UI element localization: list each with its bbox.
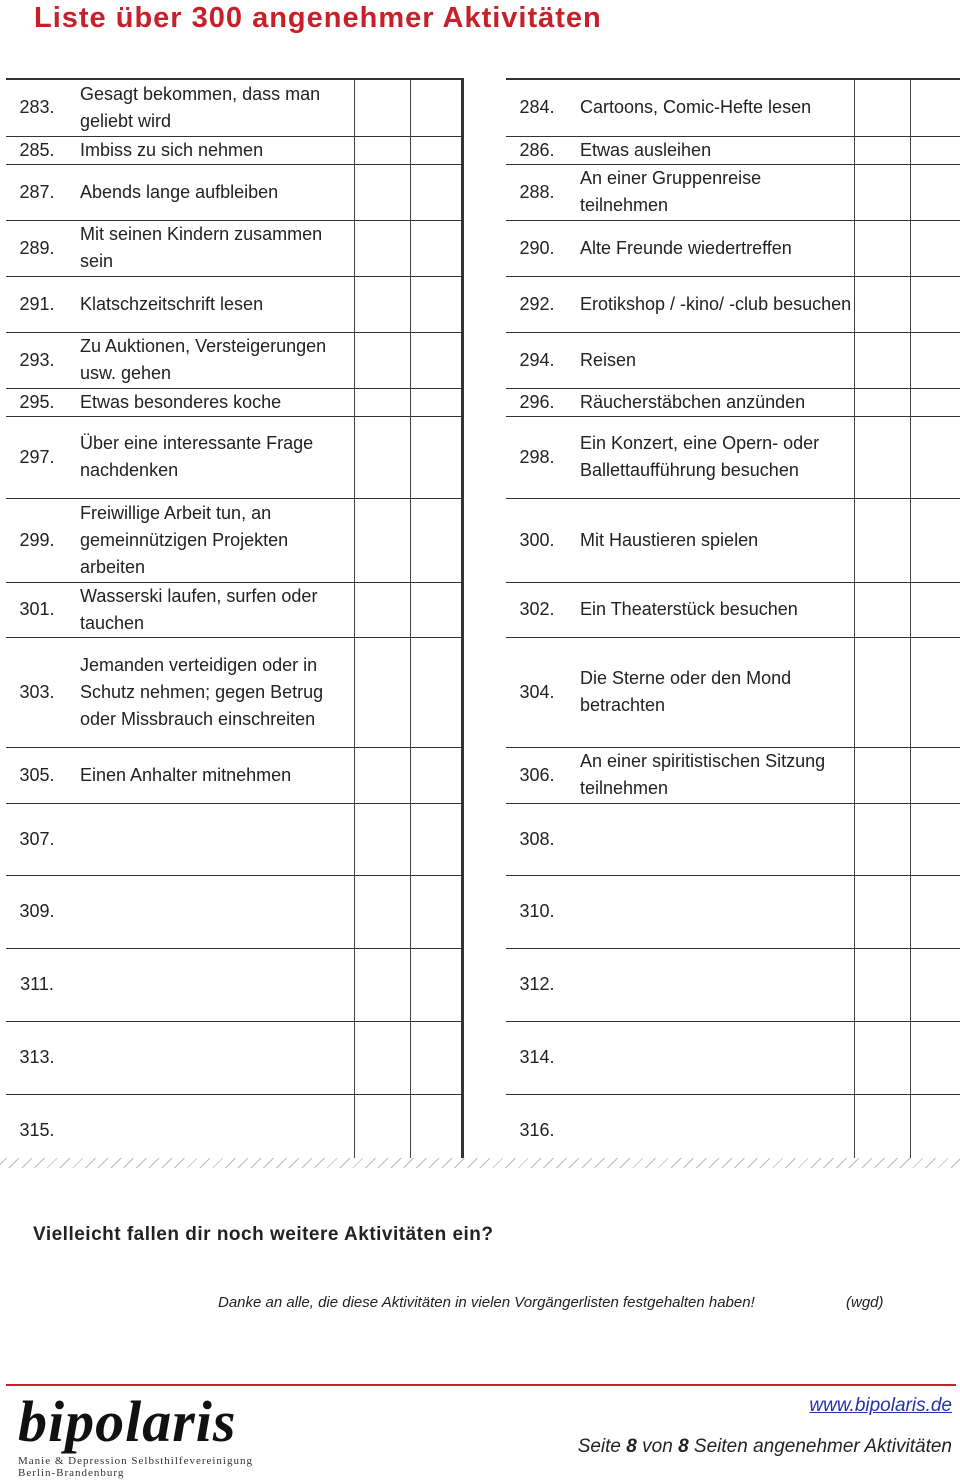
rating-cell-1[interactable] <box>855 582 911 637</box>
activity-number: 286. <box>506 136 568 164</box>
page-prefix: Seite <box>577 1436 621 1457</box>
activity-text: Ein Theaterstück besuchen <box>568 582 855 637</box>
rating-cell-2[interactable] <box>411 332 463 388</box>
rating-cell-2[interactable] <box>411 276 463 332</box>
rating-cell-1[interactable] <box>855 276 911 332</box>
activity-text <box>68 1021 355 1094</box>
activity-text: Alte Freunde wiedertreffen <box>568 220 855 276</box>
rating-cell-2[interactable] <box>911 747 960 803</box>
activity-number: 300. <box>506 498 568 582</box>
activity-text: Ein Konzert, eine Opern- oder Ballettaufführung besuchen <box>568 416 855 498</box>
rating-cell-1[interactable] <box>355 416 411 498</box>
activity-row <box>506 1021 960 1094</box>
activity-text: Über eine interessante Frage nachdenken <box>68 416 355 498</box>
activity-row <box>506 582 960 637</box>
activity-number: 290. <box>506 220 568 276</box>
torn-edge-divider <box>0 1158 960 1168</box>
activity-row <box>506 220 960 276</box>
activity-row <box>6 164 463 220</box>
page-suffix: Seiten angenehmer Aktivitäten <box>693 1436 952 1457</box>
rating-cell-1[interactable] <box>355 1021 411 1094</box>
rating-cell-2[interactable] <box>911 416 960 498</box>
rating-cell-2[interactable] <box>911 637 960 747</box>
rating-cell-2[interactable] <box>911 948 960 1021</box>
activity-text: An einer spiritistischen Sitzung teilnehmen <box>568 747 855 803</box>
rating-cell-1[interactable] <box>355 388 411 416</box>
rating-cell-1[interactable] <box>355 164 411 220</box>
activity-row <box>506 136 960 164</box>
activity-number: 296. <box>506 388 568 416</box>
activity-text: Etwas besonderes koche <box>68 388 355 416</box>
rating-cell-2[interactable] <box>911 332 960 388</box>
activity-text: Räucherstäbchen anzünden <box>568 388 855 416</box>
activity-number: 287. <box>6 164 68 220</box>
activity-text <box>568 1021 855 1094</box>
activity-number: 304. <box>506 637 568 747</box>
rating-cell-2[interactable] <box>411 948 463 1021</box>
rating-cell-2[interactable] <box>911 875 960 948</box>
rating-cell-1[interactable] <box>355 582 411 637</box>
rating-cell-1[interactable] <box>855 875 911 948</box>
activity-number: 298. <box>506 416 568 498</box>
activity-row <box>506 803 960 875</box>
activity-text: Reisen <box>568 332 855 388</box>
activity-table-left-grid <box>6 78 464 1167</box>
activity-number: 299. <box>6 498 68 582</box>
activity-number: 301. <box>6 582 68 637</box>
rating-cell-2[interactable] <box>911 1021 960 1094</box>
activity-row <box>506 747 960 803</box>
rating-cell-1[interactable] <box>355 948 411 1021</box>
rating-cell-2[interactable] <box>411 803 463 875</box>
activity-row <box>506 875 960 948</box>
rating-cell-2[interactable] <box>911 136 960 164</box>
activity-text: Einen Anhalter mitnehmen <box>68 747 355 803</box>
rating-cell-1[interactable] <box>355 332 411 388</box>
activity-row <box>6 220 463 276</box>
activity-row <box>506 416 960 498</box>
rating-cell-2[interactable] <box>411 388 463 416</box>
bipolaris-logo: bipolaris <box>18 1389 237 1454</box>
rating-cell-2[interactable] <box>911 388 960 416</box>
rating-cell-2[interactable] <box>411 637 463 747</box>
activity-text <box>68 803 355 875</box>
rating-cell-1[interactable] <box>355 79 411 136</box>
activity-number: 283. <box>6 79 68 136</box>
activity-row <box>6 948 463 1021</box>
activity-number: 292. <box>506 276 568 332</box>
rating-cell-1[interactable] <box>355 276 411 332</box>
activity-number: 314. <box>506 1021 568 1094</box>
activity-row <box>506 79 960 136</box>
activity-row <box>6 875 463 948</box>
footer-divider <box>6 1384 956 1386</box>
activity-number: 312. <box>506 948 568 1021</box>
activity-number: 293. <box>6 332 68 388</box>
activity-number: 313. <box>6 1021 68 1094</box>
activity-text <box>68 1094 355 1167</box>
rating-cell-2[interactable] <box>911 79 960 136</box>
rating-cell-2[interactable] <box>411 1021 463 1094</box>
activity-row <box>506 164 960 220</box>
activity-number: 303. <box>6 637 68 747</box>
activity-row <box>506 948 960 1021</box>
activity-number: 294. <box>506 332 568 388</box>
activity-text: Die Sterne oder den Mond betrachten <box>568 637 855 747</box>
rating-cell-2[interactable] <box>411 164 463 220</box>
activity-text <box>68 948 355 1021</box>
rating-cell-1[interactable] <box>855 803 911 875</box>
activity-row <box>6 498 463 582</box>
activity-text: Jemanden verteidigen oder in Schutz nehmen; gegen Betrug oder Missbrauch einschreiten <box>68 637 355 747</box>
activity-row <box>6 416 463 498</box>
activity-number: 306. <box>506 747 568 803</box>
rating-cell-2[interactable] <box>411 416 463 498</box>
rating-cell-2[interactable] <box>911 220 960 276</box>
page-current: 8 <box>626 1436 637 1457</box>
rating-cell-2[interactable] <box>911 498 960 582</box>
activity-text: Imbiss zu sich nehmen <box>68 136 355 164</box>
activity-text: Etwas ausleihen <box>568 136 855 164</box>
rating-cell-2[interactable] <box>411 582 463 637</box>
activity-number: 284. <box>506 79 568 136</box>
rating-cell-1[interactable] <box>355 747 411 803</box>
page-total: 8 <box>678 1436 689 1457</box>
rating-cell-2[interactable] <box>911 582 960 637</box>
activity-text <box>568 803 855 875</box>
activity-row <box>6 276 463 332</box>
closing-question: Vielleicht fallen dir noch weitere Aktivitäten ein? <box>33 1224 494 1245</box>
rating-cell-1[interactable] <box>855 332 911 388</box>
activity-number: 291. <box>6 276 68 332</box>
rating-cell-2[interactable] <box>411 1094 463 1167</box>
rating-cell-1[interactable] <box>855 1094 911 1167</box>
activity-text <box>568 1094 855 1167</box>
activity-text: Abends lange aufbleiben <box>68 164 355 220</box>
activity-row <box>6 136 463 164</box>
rating-cell-1[interactable] <box>855 747 911 803</box>
activity-table-left <box>6 78 453 1160</box>
author-tag: (wgd) <box>846 1294 884 1311</box>
activity-text: Zu Auktionen, Versteigerungen usw. gehen <box>68 332 355 388</box>
activity-row <box>6 1021 463 1094</box>
rating-cell-1[interactable] <box>355 637 411 747</box>
activity-number: 297. <box>6 416 68 498</box>
activity-number: 310. <box>506 875 568 948</box>
activity-row <box>6 332 463 388</box>
rating-cell-2[interactable] <box>911 276 960 332</box>
logo-subtitle-line1: Manie & Depression Selbsthilfevereinigung <box>18 1455 253 1467</box>
rating-cell-1[interactable] <box>855 948 911 1021</box>
rating-cell-1[interactable] <box>855 1021 911 1094</box>
logo-subtitle-line2: Berlin-Brandenburg <box>18 1467 125 1479</box>
activity-text: Freiwillige Arbeit tun, an gemeinnützigen Projekten arbeiten <box>68 498 355 582</box>
activity-number: 288. <box>506 164 568 220</box>
activity-number: 307. <box>6 803 68 875</box>
activity-number: 311. <box>6 948 68 1021</box>
activity-number: 305. <box>6 747 68 803</box>
rating-cell-1[interactable] <box>355 875 411 948</box>
rating-cell-1[interactable] <box>855 220 911 276</box>
activity-row <box>6 582 463 637</box>
activity-table-right-grid <box>506 78 960 1167</box>
rating-cell-1[interactable] <box>355 136 411 164</box>
rating-cell-1[interactable] <box>355 803 411 875</box>
rating-cell-2[interactable] <box>911 164 960 220</box>
thanks-note: Danke an alle, die diese Aktivitäten in vielen Vorgängerlisten festgehalten haben! <box>218 1294 755 1311</box>
activity-row <box>506 637 960 747</box>
activity-row <box>506 498 960 582</box>
rating-cell-2[interactable] <box>411 498 463 582</box>
activity-table-right <box>506 78 952 1160</box>
activity-number: 295. <box>6 388 68 416</box>
activity-number: 289. <box>6 220 68 276</box>
activity-text <box>568 875 855 948</box>
activity-number: 315. <box>19 1120 55 1141</box>
rating-cell-1[interactable] <box>355 220 411 276</box>
activity-text: Klatschzeitschrift lesen <box>68 276 355 332</box>
activity-text: Mit seinen Kindern zusammen sein <box>68 220 355 276</box>
activity-text <box>68 875 355 948</box>
rating-cell-2[interactable] <box>411 79 463 136</box>
activity-row <box>506 1094 960 1167</box>
rating-cell-1[interactable] <box>855 637 911 747</box>
activity-row <box>506 388 960 416</box>
activity-text: An einer Gruppenreise teilnehmen <box>568 164 855 220</box>
activity-row <box>6 1094 463 1167</box>
activity-text <box>568 948 855 1021</box>
activity-text: Gesagt bekommen, dass man geliebt wird <box>68 79 355 136</box>
activity-row <box>6 637 463 747</box>
activity-row <box>6 79 463 136</box>
activity-number: 316. <box>519 1120 555 1141</box>
rating-cell-2[interactable] <box>411 747 463 803</box>
activity-row <box>6 388 463 416</box>
rating-cell-2[interactable] <box>411 220 463 276</box>
page-mid: von <box>642 1436 673 1457</box>
activity-row <box>6 747 463 803</box>
page-indicator <box>578 1436 952 1458</box>
activity-row <box>506 276 960 332</box>
activity-text: Wasserski laufen, surfen oder tauchen <box>68 582 355 637</box>
page-title: Liste über 300 angenehmer Aktivitäten <box>34 2 602 34</box>
rating-cell-1[interactable] <box>855 164 911 220</box>
rating-cell-1[interactable] <box>855 498 911 582</box>
activity-number: 309. <box>6 875 68 948</box>
rating-cell-1[interactable] <box>855 388 911 416</box>
rating-cell-1[interactable] <box>855 136 911 164</box>
rating-cell-1[interactable] <box>355 498 411 582</box>
activity-number: 285. <box>6 136 68 164</box>
rating-cell-2[interactable] <box>911 1094 960 1167</box>
rating-cell-1[interactable] <box>855 416 911 498</box>
logo-subtitle <box>18 1455 253 1479</box>
website-link[interactable]: www.bipolaris.de <box>809 1395 952 1416</box>
rating-cell-2[interactable] <box>411 875 463 948</box>
activity-text: Erotikshop / -kino/ -club besuchen <box>568 276 855 332</box>
activity-text: Mit Haustieren spielen <box>568 498 855 582</box>
rating-cell-1[interactable] <box>855 79 911 136</box>
activity-number: 302. <box>506 582 568 637</box>
activity-row <box>6 803 463 875</box>
activity-text: Cartoons, Comic-Hefte lesen <box>568 79 855 136</box>
rating-cell-2[interactable] <box>411 136 463 164</box>
rating-cell-2[interactable] <box>911 803 960 875</box>
rating-cell-1[interactable] <box>355 1094 411 1167</box>
activity-row <box>506 332 960 388</box>
activity-number: 308. <box>506 803 568 875</box>
